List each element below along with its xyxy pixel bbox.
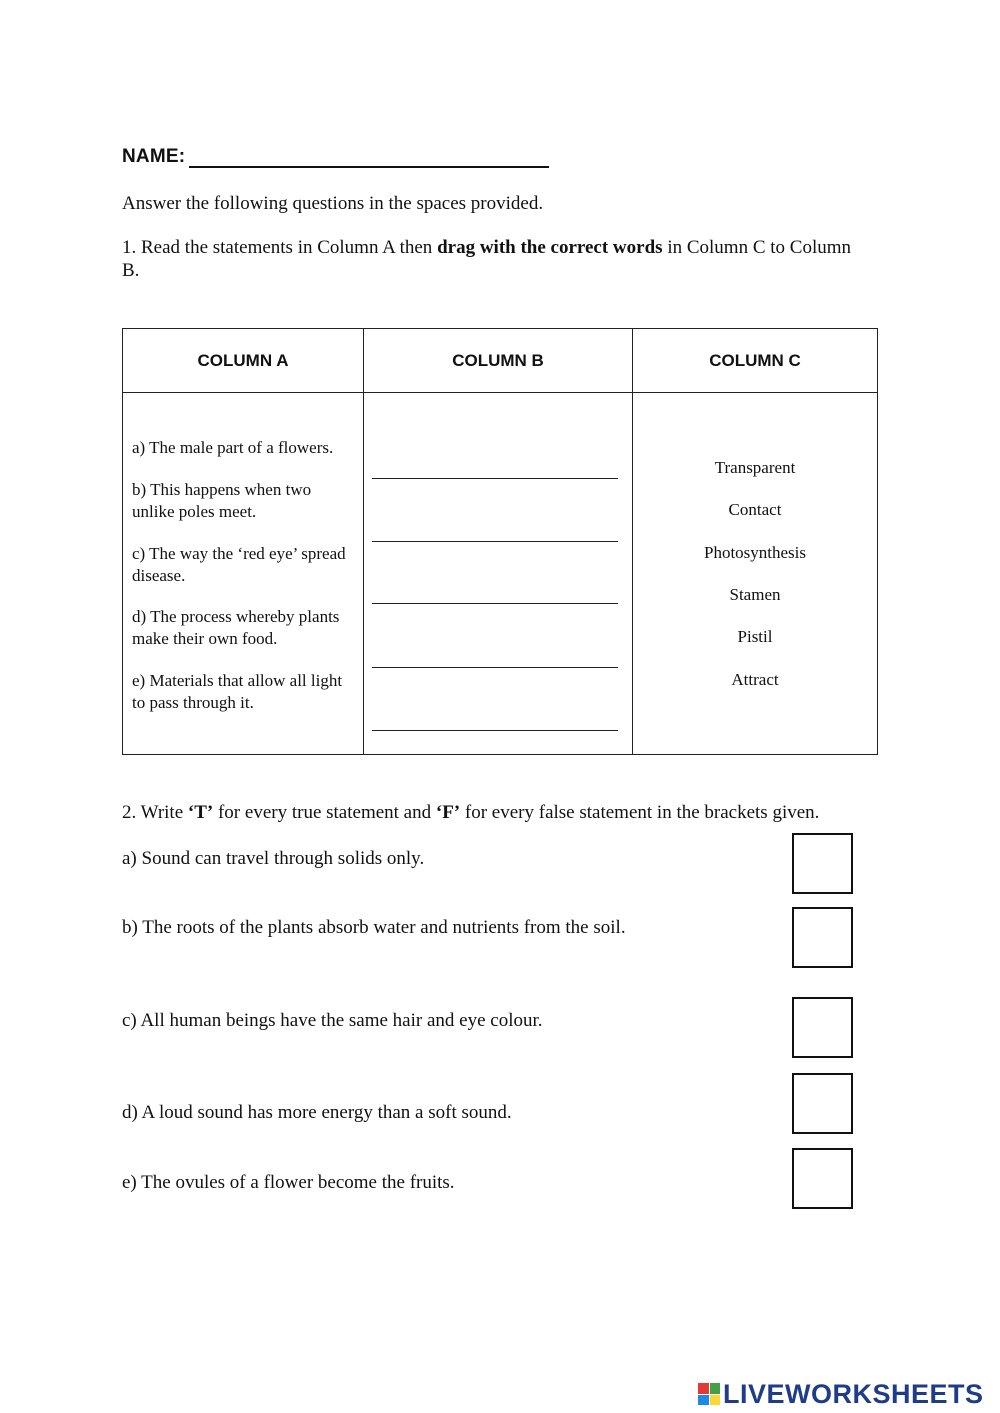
column-a-statement: c) The way the ‘red eye’ spread disease. [132, 544, 346, 585]
column-c-header: COLUMN C [709, 350, 801, 370]
drag-word[interactable]: Photosynthesis [703, 543, 807, 562]
liveworksheets-logo [698, 1378, 984, 1410]
tf-answer-box[interactable] [792, 997, 853, 1058]
question-2-false-mark: ‘F’ [435, 802, 461, 823]
question-1-suffix: in Column C to Column B. [122, 237, 852, 281]
drag-word[interactable]: Transparent [714, 458, 796, 477]
name-label: NAME: [122, 146, 186, 167]
tf-statement: e) The ovules of a flower become the fruits. [122, 1172, 455, 1193]
matching-table [122, 328, 878, 755]
column-a-statement: a) The male part of a flowers. [132, 438, 334, 457]
tf-statement: b) The roots of the plants absorb water and nutrients from the soil. [122, 917, 626, 938]
answer-drop-line[interactable] [372, 541, 618, 542]
column-a-statement: b) This happens when two unlike poles meet. [132, 480, 312, 521]
answer-drop-line[interactable] [372, 478, 618, 479]
tf-statement: a) Sound can travel through solids only. [122, 848, 425, 869]
drag-word[interactable]: Attract [731, 670, 779, 689]
drag-word[interactable]: Pistil [737, 627, 773, 646]
tf-statement: c) All human beings have the same hair and eye colour. [122, 1010, 543, 1031]
column-a-header: COLUMN A [197, 350, 289, 370]
question-2-prompt [122, 802, 819, 824]
question-2-true-mark: ‘T’ [187, 802, 214, 823]
question-2-part: for every true statement and [213, 802, 436, 823]
question-1-prefix: 1. Read the statements in Column A then [122, 237, 438, 258]
tf-answer-box[interactable] [792, 1073, 853, 1134]
logo-icon [698, 1383, 720, 1405]
question-1-bold: drag with the correct words [437, 237, 663, 258]
tf-statement: d) A loud sound has more energy than a soft sound. [122, 1102, 512, 1123]
answer-drop-line[interactable] [372, 603, 618, 604]
drag-word[interactable]: Stamen [729, 585, 781, 604]
question-1-prompt [122, 236, 862, 282]
header-divider [123, 392, 877, 393]
tf-answer-box[interactable] [792, 907, 853, 968]
question-2-part: for every false statement in the brackets given. [460, 802, 820, 823]
tf-answer-box[interactable] [792, 1148, 853, 1209]
answer-drop-line[interactable] [372, 730, 618, 731]
column-b-header: COLUMN B [452, 350, 544, 370]
name-blank-line[interactable] [189, 146, 549, 168]
drag-word[interactable]: Contact [728, 500, 782, 519]
name-field [122, 146, 549, 168]
logo-text: LIVEWORKSHEETS [723, 1378, 984, 1409]
question-2-part: 2. Write [122, 802, 188, 823]
column-a-statement: e) Materials that allow all light to pass through it. [132, 671, 343, 712]
column-a-statement: d) The process whereby plants make their own food. [132, 607, 340, 648]
tf-answer-box[interactable] [792, 833, 853, 894]
answer-drop-line[interactable] [372, 667, 618, 668]
instructions: Answer the following questions in the spaces provided. [122, 193, 544, 214]
